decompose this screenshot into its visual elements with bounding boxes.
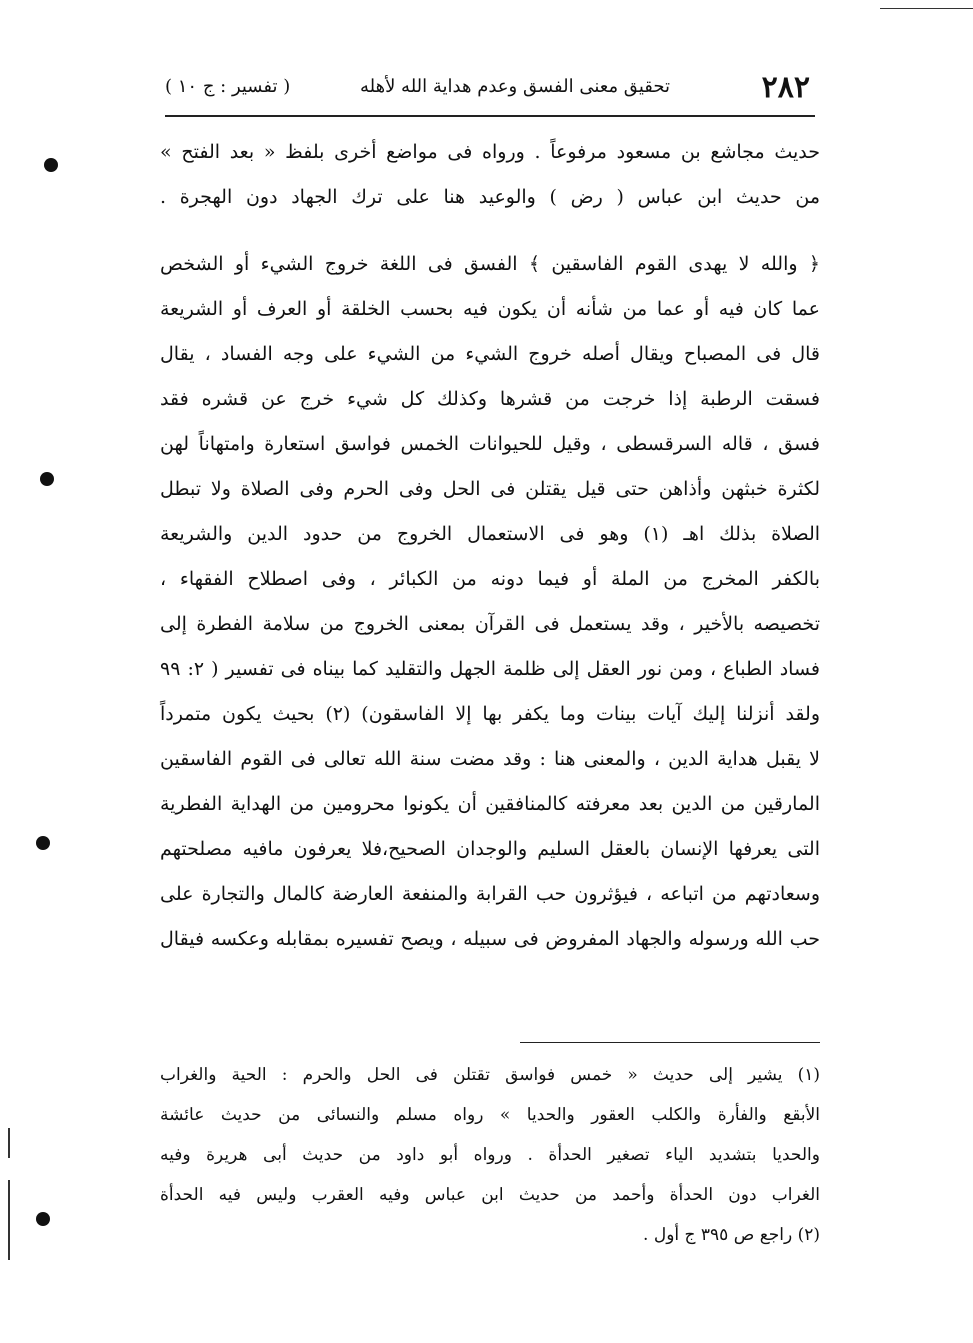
body-line: لكثرة خبثهن وأذاهن حتى قيل يقتلن فى الحل وفى الحرم وفى الصلاة ولا تبطل	[160, 478, 820, 500]
page-number: ٢٨٢	[761, 70, 810, 105]
footnote-line: الغراب دون الحدأة وأحمد من حديث ابن عباس وفيه العقرب وليس فيه الحدأة	[160, 1185, 820, 1205]
edge-mark	[8, 1128, 10, 1158]
body-line: حديث مجاشع بن مسعود مرفوعاً . ورواه فى مواضع أخرى بلفظ « بعد الفتح »	[160, 141, 820, 163]
paragraph-gap	[160, 220, 820, 242]
body-line: لا يقبل هداية الدين ، والمعنى هنا : وقد مضت سنة الله تعالى فى القوم الفاسقين	[160, 748, 820, 770]
page-header	[165, 68, 810, 108]
footnote-line: الأبقع والفأرة والكلب العقور والحديا » رواه مسلم والنسائى من حديث عائشة	[160, 1105, 820, 1125]
footnote-line: (٢) راجع ص ٣٩٥ ج أول .	[643, 1225, 820, 1245]
body-line: بالكفر المخرج من الملة أو فيما دونه من الكبائر ، وفى اصطلاح الفقهاء ،	[160, 568, 820, 590]
top-edge-rule	[880, 8, 973, 9]
body-line: ﴿ والله لا يهدى القوم الفاسقين ﴾ الفسق فى اللغة خروج الشيء أو الشخص	[160, 253, 820, 275]
header-rule	[165, 115, 815, 117]
punch-hole-mark	[36, 836, 50, 850]
body-line: وسعادتهم من اتباعه ، فيؤثرون حب القرابة والمنفعة العارضة كالمال والتجارة على	[160, 883, 820, 905]
body-line: الصلاة بذلك اهـ (١) وهو فى الاستعمال الخروج من حدود الدين والشريعة	[160, 523, 821, 545]
body-line: فسق ، قاله السرقسطى ، وقيل للحيوانات الخمس فواسق استعارة وامتهاناً لهن	[160, 433, 820, 455]
section-label: ( تفسير : ج ١٠ )	[165, 76, 291, 97]
body-line: ولقد أنزلنا إليك آيات بينات وما يكفر بها إلا الفاسقون) (٢) بحيث يكون متمرداً	[160, 703, 820, 725]
footnote-line: (١) يشير إلى حديث « خمس فواسق تقتلن فى الحل والحرم : الحية والغراب	[160, 1065, 820, 1085]
running-title: تحقيق معنى الفسق وعدم هداية الله لأهله	[359, 76, 670, 97]
punch-hole-mark	[36, 1212, 50, 1226]
body-line: التى يعرفها الإنسان بالعقل السليم والوجدان الصحيح،فلا يعرفون مافيه مصلحتهم	[160, 838, 821, 860]
body-line: حب الله ورسوله والجهاد المفروض فى سبيله ، ويصح تفسيره بمقابله وعكسه فيقال	[160, 928, 820, 950]
footnote-line: والحديا بتشديد الياء تصغير الحدأة . ورواه أبو داود من حديث أبى هريرة وفيه	[160, 1145, 820, 1165]
body-line: فساد الطباع ، ومن نور العقل إلى ظلمة الجهل والتقليد كما بيناه فى تفسير ( ٢: ٩٩	[160, 658, 820, 680]
edge-mark	[8, 1180, 10, 1260]
body-line: قال فى المصباح ويقال أصله خروج الشيء من الشيء على وجه الفساد ، يقال	[160, 343, 820, 365]
body-line: من حديث ابن عباس ( رض ) والوعيد هنا على ترك الجهاد دون الهجرة .	[160, 186, 820, 208]
body-line: المارقين من الدين بعد معرفته كالمنافقين أن يكونوا محرومين من الهداية الفطرية	[160, 793, 820, 815]
punch-hole-mark	[40, 472, 54, 486]
body-line: تخصيصه بالأخير ، وقد يستعمل فى القرآن بمعنى الخروج من سلامة الفطرة إلى	[160, 613, 820, 635]
punch-hole-mark	[44, 158, 58, 172]
body-line: عما كان فيه أو عما من شأنه أن يكون فيه بحسب الخلقة أو العرف أو الشريعة	[160, 298, 820, 320]
body-line: فسقت الرطبة إذا خرجت من قشرها وكذلك كل شيء خرج عن قشره فقد	[160, 388, 820, 410]
footnotes	[160, 1055, 820, 1255]
body-text	[160, 130, 820, 962]
footnote-rule	[520, 1042, 820, 1043]
